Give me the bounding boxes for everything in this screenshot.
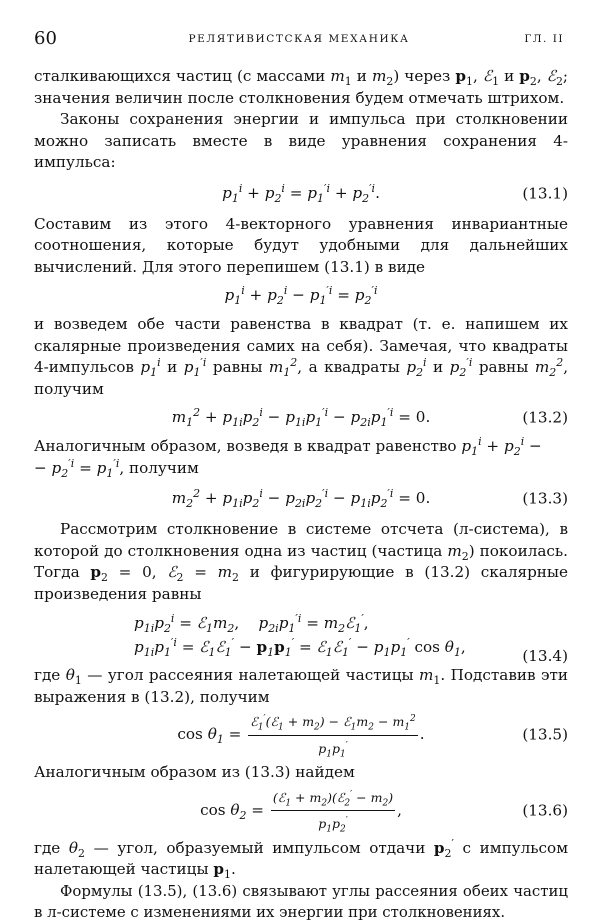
paragraph-4: и возведем обе части равенства в квадрат (т. е. напишем их скалярные произведения самих на себя). Замечая, что квадраты 4-импульсов $p_1^i$ и $p_1^{'i}$ равны $m_1^2$, а квадраты $p_2^i$ и $p_2^{'i}$ равны $m_2^2$, получим xyxy=(34,315,569,398)
equation-13-1: $p_1^i + p_2^i = p_1^{'i} + p_2^{'i}$. (13.1) xyxy=(222,181,568,205)
equation-number: (13.2) xyxy=(522,408,568,427)
equation-13-2: $m_1^2 + p_{1i}p_2^i - p_{1i}p_1^{'i} - p_{2i}p_1^{'i} = 0$. (13.2) xyxy=(171,406,568,430)
equation-number: (13.4) xyxy=(522,647,568,665)
equation-number: (13.6) xyxy=(522,800,568,819)
equation-13-6: cos $\theta_2$ = $\frac{(ℰ_1 + m_2)(ℰ_2' - m_2)}{p_1p_2'}$ , (13.6) xyxy=(34,784,568,838)
equation-rewritten: $p_1^i + p_2^i - p_1^{'i} = p_2^{'i}$ xyxy=(224,284,378,308)
paragraph-7: где $\theta_1$ — угол рассеяния налетающей частицы $m_1$. Подставив эти выражения в (13.2), получим xyxy=(34,666,568,706)
paragraph-3: Составим из этого 4-векторного уравнения инвариантные соотношения, которые будут удобными для дальнейших вычислений. Для этого перепишем (13.1) в виде xyxy=(34,214,568,276)
page-body xyxy=(34,66,568,924)
equation-number: (13.3) xyxy=(522,489,568,508)
paragraph-2: Законы сохранения энергии и импульса при столкновении можно записать вместе в виде уравнения сохранения 4-импульса: xyxy=(34,110,568,171)
page-number: 60 xyxy=(34,28,57,49)
paragraph-9: где $\theta_2$ — угол, образуемый импульсом отдачи $p_2'$ с импульсом налетающей частицы $p_1$. xyxy=(34,836,569,882)
page-header xyxy=(34,28,564,52)
running-title: РЕЛЯТИВИСТСКАЯ МЕХАНИКА xyxy=(188,33,410,45)
paragraph-1: сталкивающихся частиц (с массами $m_1$ и $m_2$) через $p_1$, ℰ$_1$ и $p_2$, ℰ$_2$; значения величин после столкновения будем отмечать штрихом. xyxy=(34,67,569,107)
equation-13-4: $p_{1i}p_2^i$ = $ℰ_1m_2$, $p_{2i}p_1^{'i}$ = $m_2ℰ_1'$, $p_{1i}p_1^{'i}$ = ℰ$_1$ℰ$_1$′ − $p_1p_1'$ = ℰ$_1$ℰ$_1$′ − $p_1p_1'$ $\cos \theta_1$, xyxy=(134,611,466,660)
equation-13-3: $m_2^2 + p_{1i}p_2^i - p_{2i}p_2^{'i} - p_{1i}p_2^{'i} = 0$. (13.3) xyxy=(171,487,568,511)
equation-number: (13.1) xyxy=(522,183,568,202)
paragraph-10: Формулы (13.5), (13.6) связывают углы рассеяния обеих частиц в л-системе с изменениями их энергии при столкновениях. xyxy=(34,881,568,921)
chapter-label: ГЛ. II xyxy=(524,33,564,45)
equation-13-5: cos $\theta_1$ = $\frac{ℰ_1'(ℰ_1 + m_2) - ℰ_1m_2 - m_1^2}{p_1p_1'}$ . (13.5) xyxy=(34,708,568,762)
equation-number: (13.5) xyxy=(522,725,568,744)
paragraph-6: Рассмотрим столкновение в системе отсчета (л-система), в которой до столкновения одна из частиц (частица $m_2$) покоилась. Тогда $p_2 = 0$, ℰ$_2$ = $m_2$ и фигурирующие в (13.2) скалярные произведения равны xyxy=(34,520,568,603)
paragraph-8: Аналогичным образом из (13.3) найдем xyxy=(34,763,355,781)
paragraph-5: Аналогичным образом, возведя в квадрат равенство $p_1^i + p_2^i$ − − $p_2^{'i} = p_1^{'i}$, получим xyxy=(34,434,542,480)
